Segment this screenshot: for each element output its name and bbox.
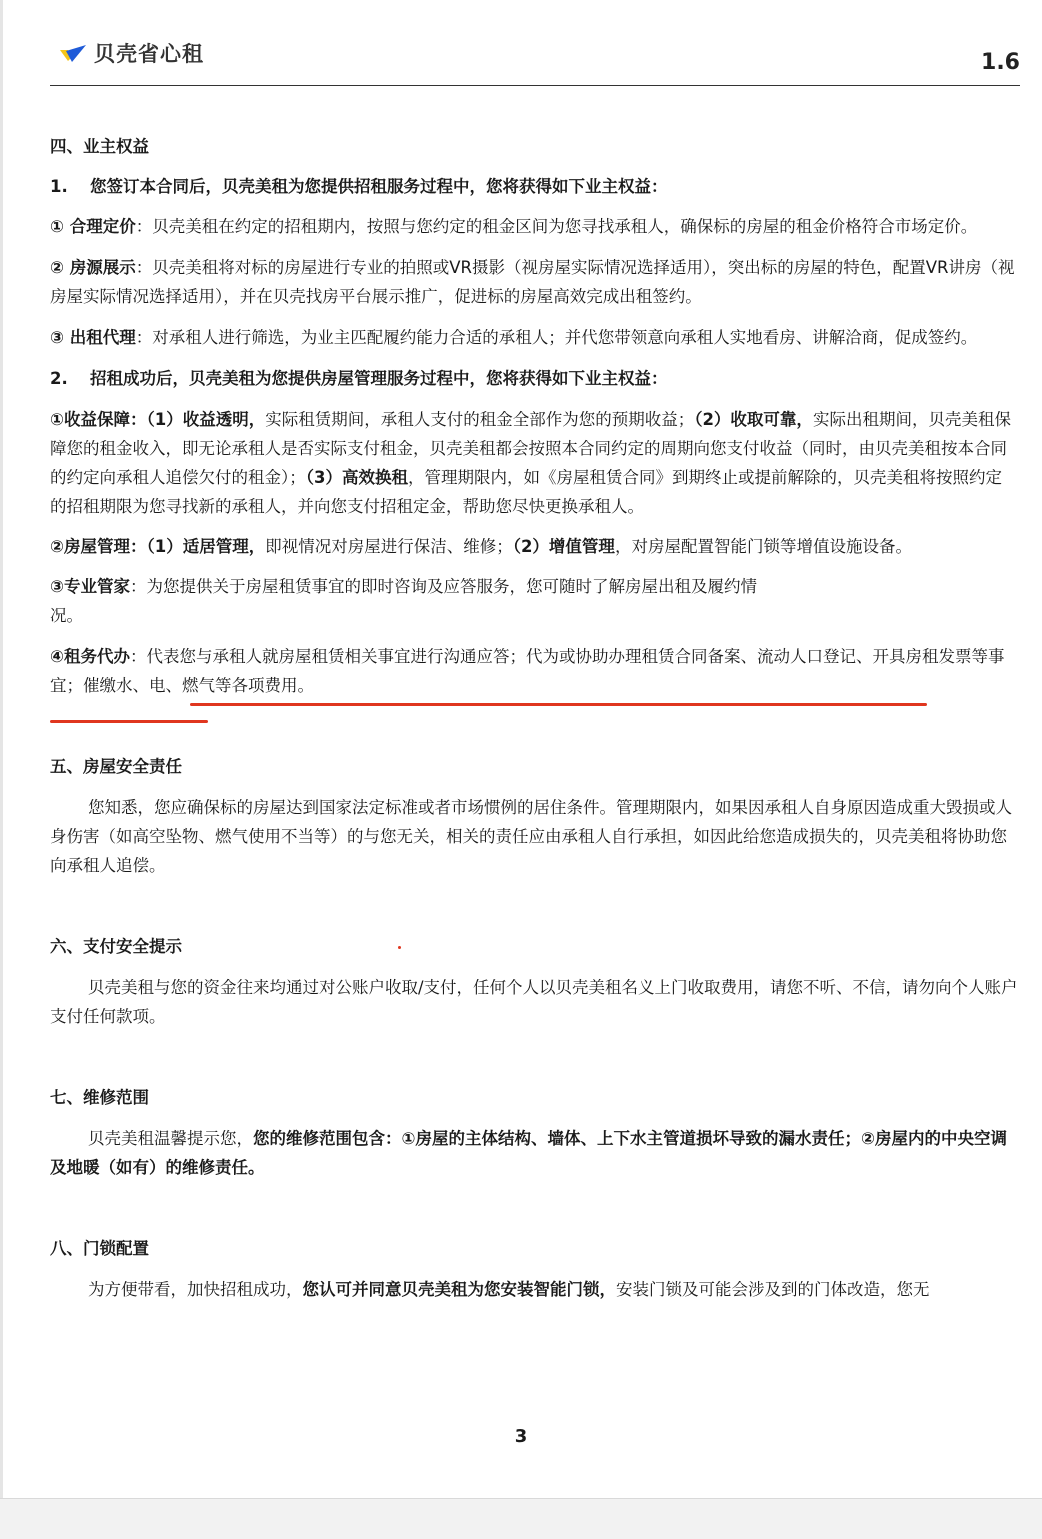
paragraph-text: 贝壳美租温馨提示您， (88, 1129, 253, 1148)
section-8-title: 八、门锁配置 (50, 1239, 149, 1258)
benefit-text: 实际出租期间，贝壳美租保障您的租金收入，即无论承租人是否实际支付租金，贝壳美租都会按照本合同约定的周期向您支付收益（同时，由贝壳美租按本合同的约定向承租人追偿欠付的租金）； (50, 410, 1011, 487)
brand-logo (58, 38, 204, 68)
page-edge (0, 0, 3, 1498)
paragraph-text: 为方便带看，加快招租成功， (88, 1280, 303, 1299)
benefit-text: ：为您提供关于房屋租赁事宜的即时咨询及应答服务，您可随时了解房屋出租及履约情 (129, 577, 757, 596)
benefit-listing (50, 253, 1018, 311)
section-6-text: 贝壳美租与您的资金往来均通过对公账户收取/支付，任何个人以贝壳美租名义上门收取费用，请您不听、不信，请勿向个人账户支付任何款项。 (50, 978, 1018, 1026)
benefit-text: ：代表您与承租人就房屋租赁相关事宜进行沟通应答；代为或协助办理租赁合同备案、流动人口登记、开具房租发票等事宜；催缴水、电、燃气等各项费用。 (50, 647, 1005, 695)
benefit-house-management (50, 532, 1018, 561)
item-text: 您签订本合同后，贝壳美租为您提供招租服务过程中，您将获得如下业主权益： (90, 177, 668, 196)
item-number: 1. (50, 177, 68, 196)
red-underline-annotation (190, 703, 927, 706)
section-7-text (50, 1124, 1018, 1182)
benefit-bold: （2）收取可靠， (694, 410, 813, 429)
logo-text: 贝壳省心租 (94, 42, 204, 66)
benefit-bold: （2）增值管理 (512, 537, 615, 556)
page-number: 3 (514, 1426, 528, 1447)
section-6-title: 六、支付安全提示 (50, 937, 182, 956)
section-4-title: 四、业主权益 (50, 137, 149, 156)
benefit-label: ④租务代办 (50, 647, 130, 666)
benefit-label: ② 房源展示 (50, 258, 136, 277)
section-4-item-1 (50, 172, 1018, 201)
benefit-text: ：贝壳美租将对标的房屋进行专业的拍照或VR摄影（视房屋实际情况选择适用），突出标的房屋的特色，配置VR讲房（视房屋实际情况选择适用），并在贝壳找房平台展示推广，促进标的房屋高效完成出租签约。 (50, 258, 1015, 306)
benefit-label: ①收益保障：（1）收益透明， (50, 410, 266, 429)
viewer-background (0, 1498, 1042, 1539)
benefit-text: ：贝壳美租在约定的招租期内，按照与您约定的租金区间为您寻找承租人，确保标的房屋的租金价格符合市场定价。 (135, 217, 978, 236)
paragraph-bold: 您认可并同意贝壳美租为您安装智能门锁， (302, 1280, 616, 1299)
paragraph-bold: 您的维修范围包含： (253, 1129, 402, 1148)
red-underline-annotation (50, 720, 208, 723)
benefit-text: 况。 (50, 606, 83, 625)
benefit-label: ②房屋管理：（1）适居管理， (50, 537, 266, 556)
red-dot-mark (398, 946, 401, 949)
benefit-text: ，管理期限内，如《房屋租赁合同》到期终止或提前解除的，贝壳美租将按照约定的招租期限为您寻找新的承租人，并向您支付招租定金，帮助您尽快更换承租人。 (50, 468, 1002, 516)
document-body (50, 128, 1018, 1304)
document-version: 1.6 (981, 50, 1020, 75)
benefit-pricing (50, 212, 1018, 241)
section-7-title: 七、维修范围 (50, 1088, 149, 1107)
section-5-text: 您知悉，您应确保标的房屋达到国家法定标准或者市场惯例的居住条件。管理期限内，如果因承租人自身原因造成重大毁损或人身伤害（如高空坠物、燃气使用不当等）的与您无关，相关的责任应由承租人自行承担，如因此给您造成损失的，贝壳美租将协助您向承租人追偿。 (50, 798, 1012, 875)
paragraph-text: 安装门锁及可能会涉及到的门体改造，您无 (616, 1280, 930, 1299)
benefit-label: ① 合理定价 (50, 217, 136, 236)
header-divider (50, 85, 1020, 86)
item-text: 招租成功后，贝壳美租为您提供房屋管理服务过程中，您将获得如下业主权益： (90, 369, 668, 388)
logo-icon (58, 41, 88, 65)
section-5-title: 五、房屋安全责任 (50, 757, 182, 776)
benefit-errands (50, 642, 1018, 700)
benefit-text: ，对房屋配置智能门锁等增值设施设备。 (614, 537, 912, 556)
paragraph-bold: ①房屋的主体结构、墙体、上下水主管道损坏导致的漏水责任；②房屋内的中央空调及地暖（如有）的维修责任。 (50, 1129, 1007, 1177)
benefit-label: ③专业管家 (50, 577, 130, 596)
benefit-text: ：对承租人进行筛选，为业主匹配履约能力合适的承租人；并代您带领意向承租人实地看房、讲解洽商，促成签约。 (135, 328, 978, 347)
benefit-butler (50, 572, 1018, 630)
benefit-agency (50, 323, 1018, 352)
benefit-label: ③ 出租代理 (50, 328, 136, 347)
section-4-item-2 (50, 364, 1018, 393)
benefit-text: 实际租赁期间，承租人支付的租金全部作为您的预期收益； (265, 410, 695, 429)
benefit-bold: （3）高效换租 (305, 468, 408, 487)
item-number: 2. (50, 369, 68, 388)
section-8-text (50, 1275, 1018, 1304)
benefit-text: 即视情况对房屋进行保洁、维修； (265, 537, 513, 556)
benefit-income-guarantee (50, 405, 1018, 521)
